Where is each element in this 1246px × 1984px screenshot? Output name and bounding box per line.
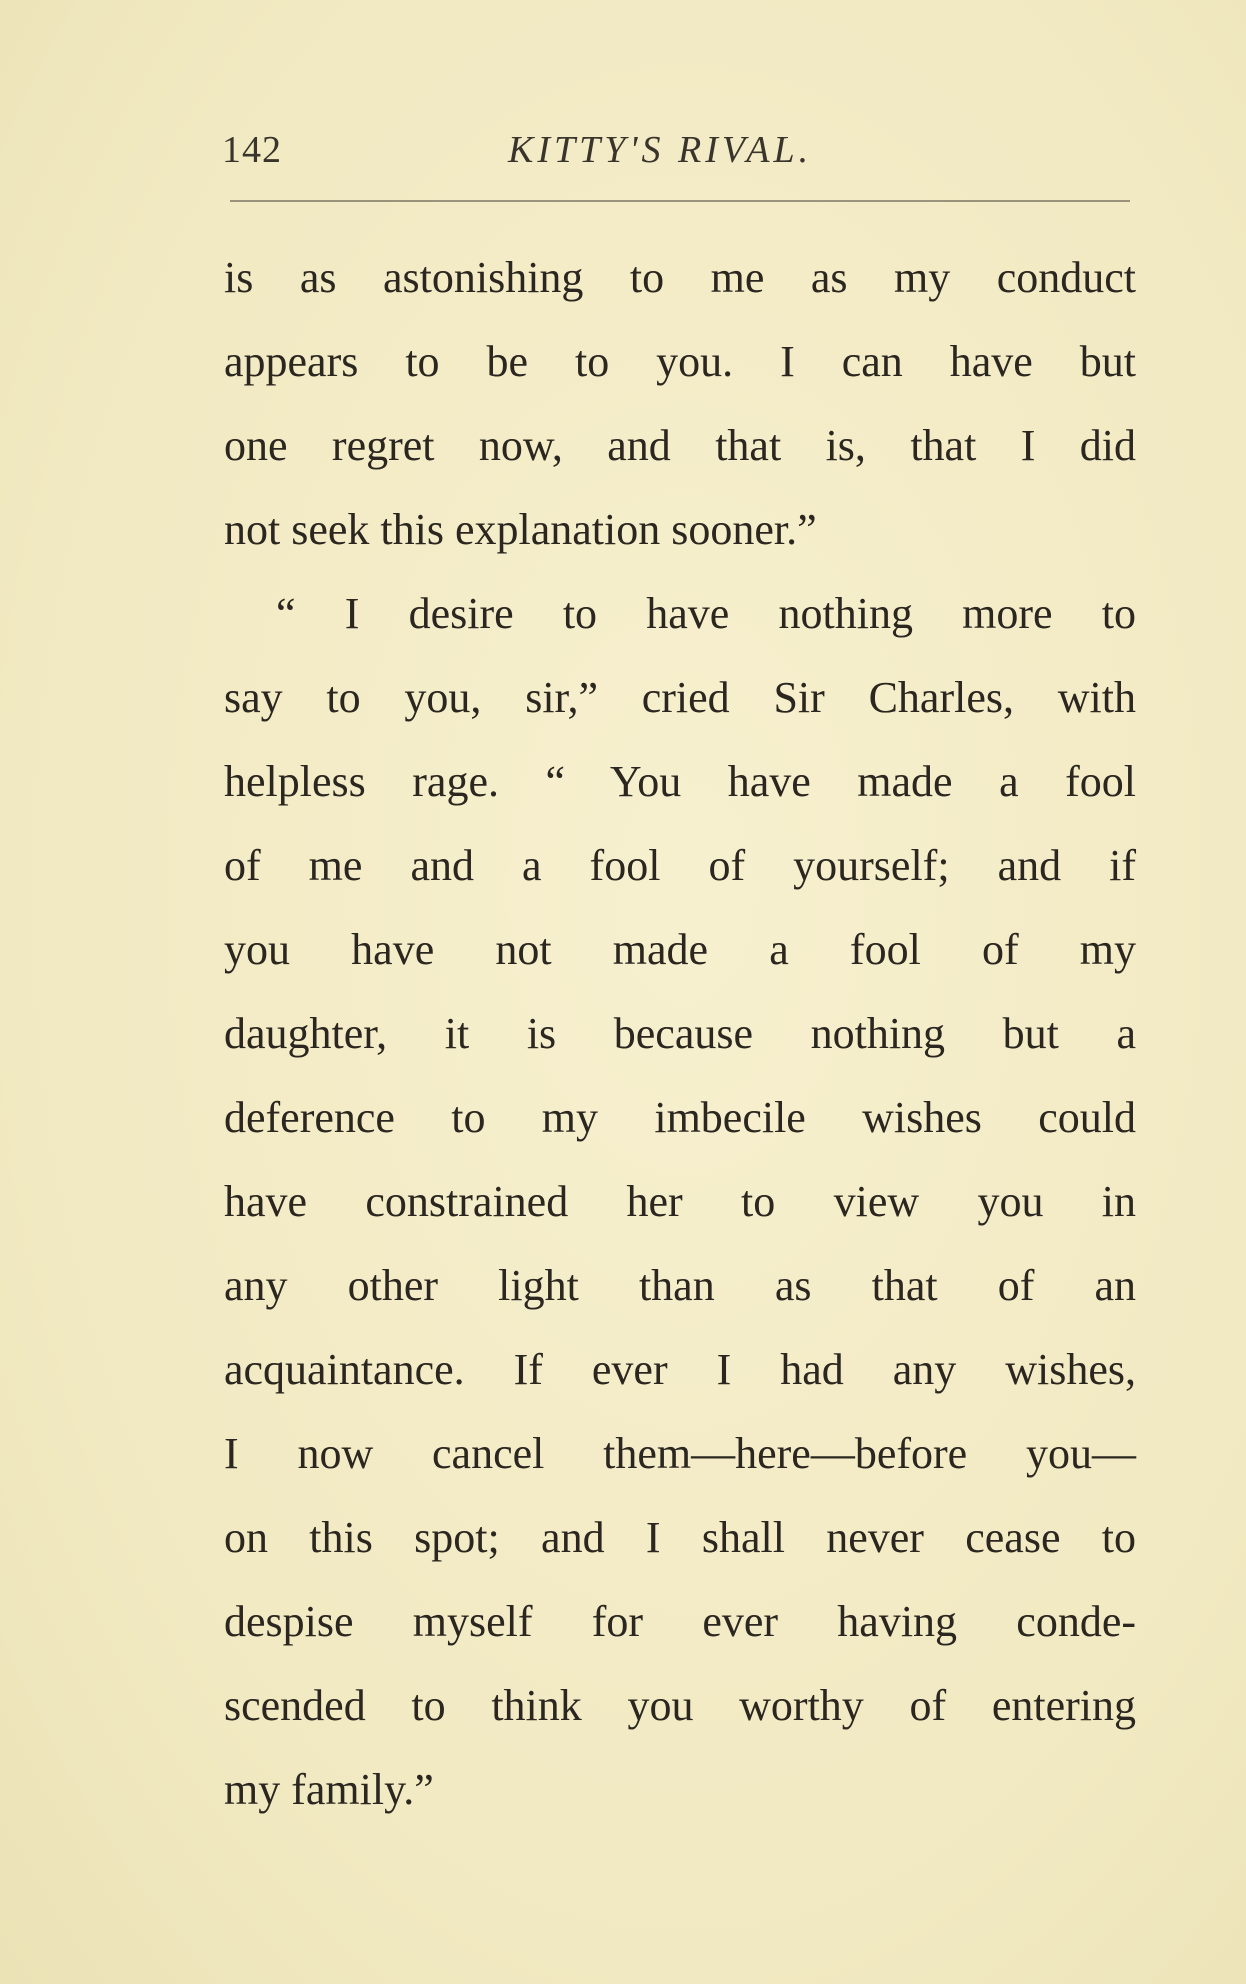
text-line: have constrained her to view you in [224,1177,1136,1226]
text-line: any other light than as that of an [224,1261,1136,1310]
page-number: 142 [222,129,282,171]
header-rule [230,200,1130,202]
text-line: say to you, sir,” cried Sir Charles, with [224,673,1136,722]
text-line: I now cancel them—here—before you— [224,1429,1136,1478]
text-line: my family.” [224,1765,434,1814]
text-line: helpless rage. “ You have made a fool [224,757,1136,806]
text-line: acquaintance. If ever I had any wishes, [224,1345,1136,1394]
text-line: not seek this explanation sooner.” [224,505,817,554]
running-title: KITTY'S RIVAL. [508,129,813,171]
text-line: appears to be to you. I can have but [224,337,1136,386]
text-line: daughter, it is because nothing but a [224,1009,1136,1058]
text-line: despise myself for ever having conde- [224,1597,1136,1646]
text-line: is as astonishing to me as my conduct [224,253,1136,302]
text-line: on this spot; and I shall never cease to [224,1513,1136,1562]
text-line: one regret now, and that is, that I did [224,421,1136,470]
text-line: of me and a fool of yourself; and if [224,841,1136,890]
text-line: “ I desire to have nothing more to [276,589,1136,638]
body-text [224,236,1136,1832]
page-header [222,128,1134,178]
text-line: you have not made a fool of my [224,925,1136,974]
text-line: scended to think you worthy of entering [224,1681,1136,1730]
text-line: deference to my imbecile wishes could [224,1093,1136,1142]
